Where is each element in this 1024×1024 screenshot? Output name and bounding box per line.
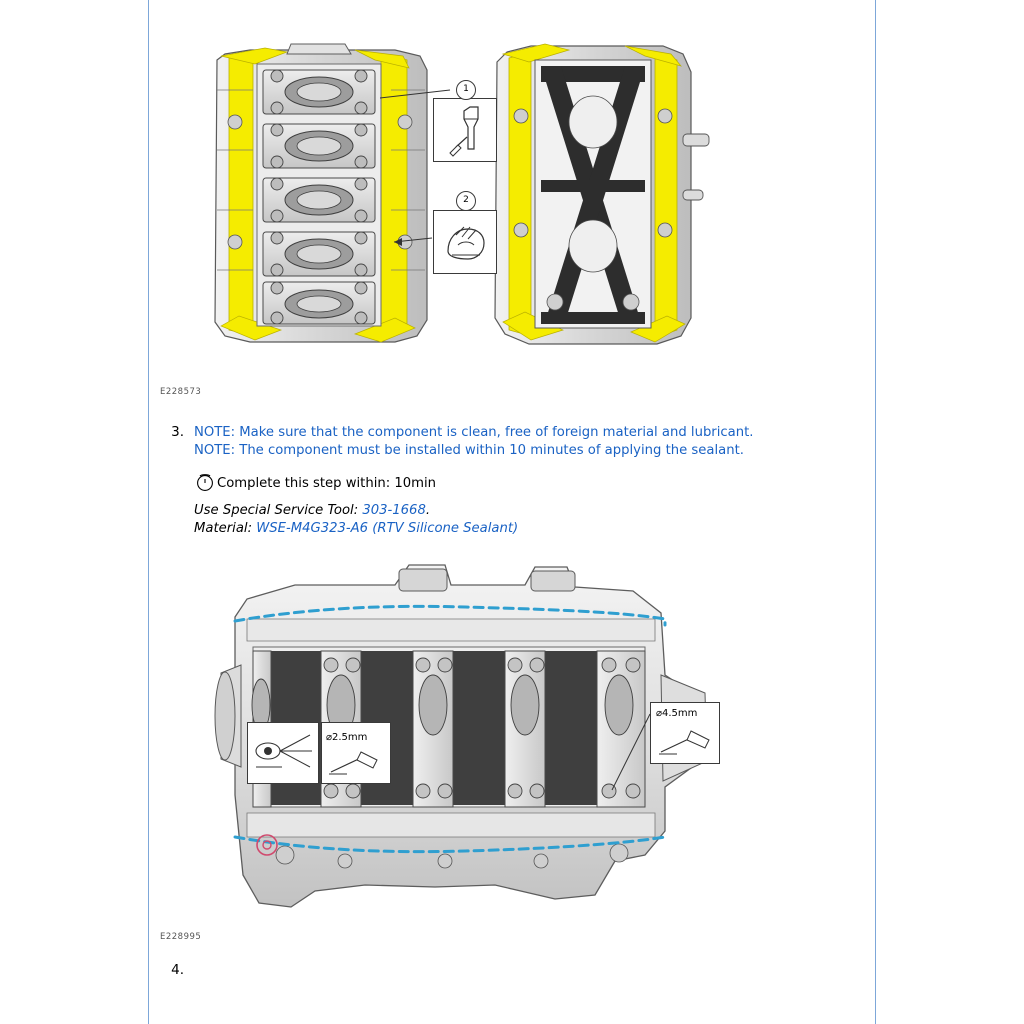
step-4-number: 4. (171, 962, 184, 978)
figure-top-illustration (195, 30, 715, 360)
callout-2-box (433, 210, 497, 274)
callout-1-leader (380, 84, 460, 108)
callout-2-leader (388, 232, 438, 248)
step-3-body (194, 424, 860, 538)
special-service-tool-label: Use Special Service Tool: (194, 503, 359, 518)
bead-2-5mm-label: ⌀2.5mm (326, 732, 368, 743)
special-service-tool-link[interactable]: 303-1668 (362, 503, 426, 518)
page-rule-right (875, 0, 876, 1024)
step-3-number: 3. (171, 424, 184, 440)
page-rule-left (148, 0, 149, 1024)
special-service-tool-suffix: . (425, 503, 431, 518)
callout-number-1: 1 (456, 80, 476, 100)
view-direction-callout-box (247, 722, 319, 784)
figure-bottom-caption: E228995 (160, 932, 202, 942)
material-value: WSE-M4G323-A6 (RTV Silicone Sealant) (256, 521, 519, 536)
step-3-note-1: NOTE: Make sure that the component is clean, free of foreign material and lubricant. (194, 425, 754, 440)
bead-2-5mm-graphic (325, 748, 387, 780)
step-3-note-2: NOTE: The component must be installed within 10 minutes of applying the sealant. (194, 443, 744, 458)
material-line (194, 520, 860, 538)
special-service-tool-line (194, 502, 860, 520)
material-label: Material: (194, 521, 253, 536)
bead-4-5mm-graphic (655, 726, 717, 760)
figure-top-caption: E228573 (160, 387, 202, 397)
stopwatch-icon (194, 470, 216, 492)
step-3-timing-text: Complete this step within: 10min (217, 476, 437, 491)
bead-4-5mm-label: ⌀4.5mm (656, 708, 698, 719)
step-3-meta (194, 502, 860, 538)
callout-number-2: 2 (456, 191, 476, 211)
step-3-timing-row (194, 466, 860, 492)
bead-4-5mm-leader (598, 700, 656, 850)
